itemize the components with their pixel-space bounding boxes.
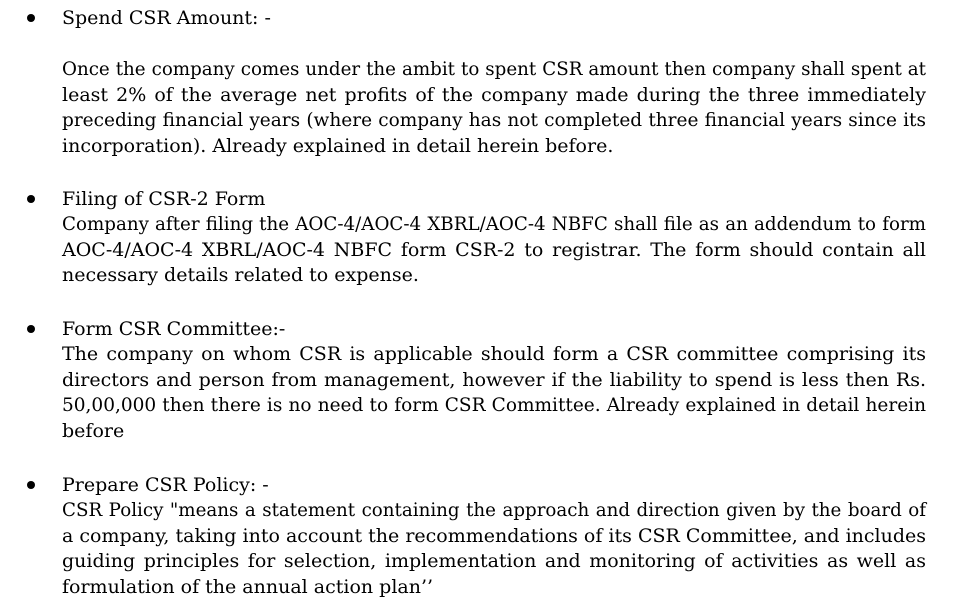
bullet-icon: [27, 481, 35, 489]
body-line: Once the company comes under the ambit to spent CSR amount then company shall spent at: [62, 59, 926, 80]
body-line: a company, taking into account the recommendations of its CSR Committee, and includes: [62, 524, 926, 547]
body-line: AOC-4/AOC-4 XBRL/AOC-4 NBFC form CSR-2 to registrar. The form should contain all: [62, 238, 926, 261]
section-body: [62, 57, 926, 159]
body-line: guiding principles for selection, implementation and monitoring of activities as well as: [62, 550, 926, 573]
body-line: formulation of the annual action plan’’: [62, 575, 434, 598]
body-line: before: [62, 419, 125, 442]
body-line: The company on whom CSR is applicable should form a CSR committee comprising its: [62, 343, 926, 365]
body-line: incorporation). Already explained in detail herein before.: [62, 134, 614, 157]
body-line: directors and person from management, however if the liability to spend is less then Rs.: [62, 368, 926, 391]
section-heading: Prepare CSR Policy: -: [62, 474, 269, 496]
bullet-icon: [27, 195, 35, 203]
body-line: CSR Policy "means a statement containing the approach and direction given by the board of: [62, 500, 926, 521]
bullet-icon: [27, 325, 35, 333]
body-line: 50,00,000 then there is no need to form CSR Committee. Already explained in detail herein: [62, 395, 926, 417]
body-line: preceding financial years (where company has not completed three financial years since its: [62, 110, 926, 132]
body-line: Company after filing the AOC-4/AOC-4 XBRL/AOC-4 NBFC shall file as an addendum to form: [62, 214, 926, 235]
section-heading: Spend CSR Amount: -: [62, 7, 271, 29]
bullet-icon: [27, 14, 35, 22]
body-line: least 2% of the average net profits of the company made during the three immediately: [62, 83, 926, 106]
body-line: necessary details related to expense.: [62, 264, 419, 287]
section-heading: Form CSR Committee:-: [62, 318, 286, 340]
section-body: [62, 498, 926, 600]
section-body: [62, 212, 926, 289]
section-heading: Filing of CSR-2 Form: [62, 188, 266, 210]
section-body: [62, 342, 926, 444]
